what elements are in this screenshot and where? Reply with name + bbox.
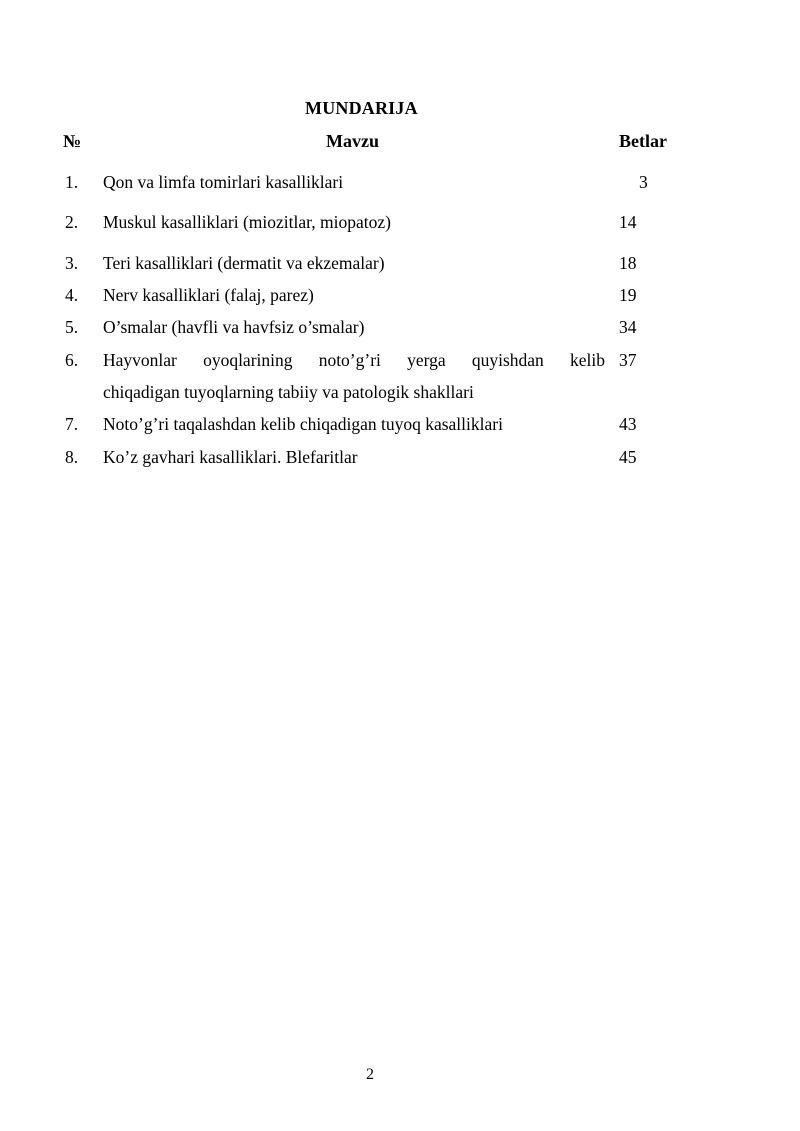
entry-number: 7. bbox=[65, 414, 79, 434]
entry-topic: Noto’g’ri taqalashdan kelib chiqadigan tuyoq kasalliklari bbox=[103, 414, 503, 434]
entry-topic: Ko’z gavhari kasalliklari. Blefaritlar bbox=[103, 447, 358, 467]
entry-topic: Nerv kasalliklari (falaj, parez) bbox=[103, 285, 314, 305]
entry-number: 5. bbox=[65, 317, 79, 337]
entry-page: 18 bbox=[619, 253, 637, 273]
page-title: MUNDARIJA bbox=[305, 98, 418, 118]
entry-page: 19 bbox=[619, 285, 637, 305]
column-header-topic: Mavzu bbox=[326, 131, 379, 151]
page-number: 2 bbox=[366, 1066, 374, 1083]
column-header-number: № bbox=[63, 131, 82, 151]
entry-topic-line-1: Hayvonlar oyoqlarining noto’g’ri yerga quyishdan kelib bbox=[103, 350, 605, 370]
entry-page: 37 bbox=[619, 350, 637, 370]
entry-page: 14 bbox=[619, 212, 637, 232]
entry-topic: Muskul kasalliklari (miozitlar, miopatoz) bbox=[103, 212, 391, 232]
entry-number: 1. bbox=[65, 172, 79, 192]
entry-number: 3. bbox=[65, 253, 79, 273]
entry-page: 43 bbox=[619, 414, 637, 434]
entry-topic: O’smalar (havfli va havfsiz o’smalar) bbox=[103, 317, 365, 337]
entry-number: 2. bbox=[65, 212, 79, 232]
entry-page: 34 bbox=[619, 317, 637, 337]
entry-topic-line-2: chiqadigan tuyoqlarning tabiiy va patologik shakllari bbox=[103, 382, 474, 402]
entry-page: 3 bbox=[639, 172, 648, 192]
column-header-pages: Betlar bbox=[619, 131, 667, 151]
entry-number: 6. bbox=[65, 350, 79, 370]
entry-number: 4. bbox=[65, 285, 79, 305]
entry-topic: Qon va limfa tomirlari kasalliklari bbox=[103, 172, 344, 192]
entry-page: 45 bbox=[619, 447, 637, 467]
entry-topic: Teri kasalliklari (dermatit va ekzemalar) bbox=[103, 253, 385, 273]
entry-number: 8. bbox=[65, 447, 79, 467]
